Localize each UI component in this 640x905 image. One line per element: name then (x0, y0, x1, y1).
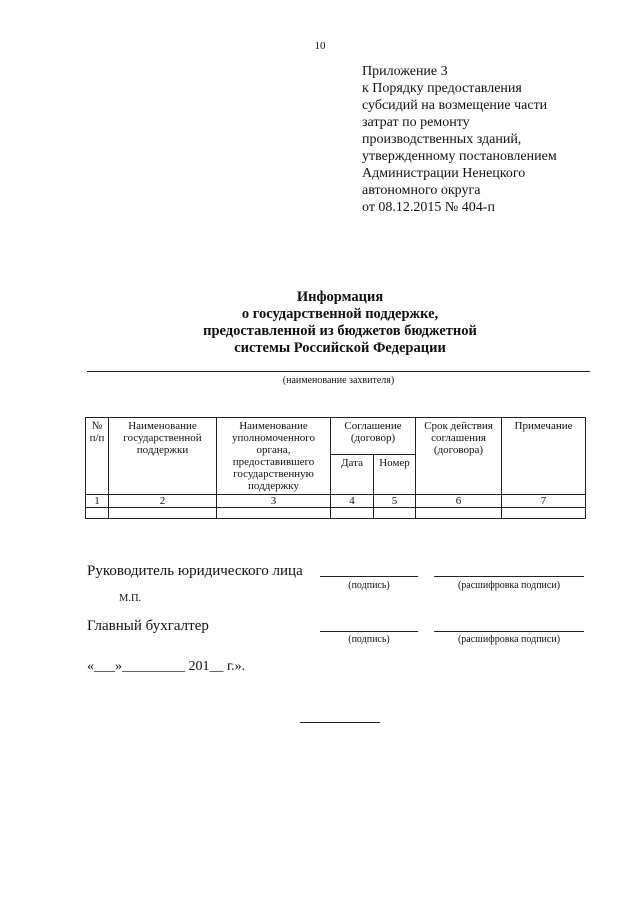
title-line: о государственной поддержке, (241, 306, 439, 322)
table-cell (86, 508, 109, 519)
title-line: предоставленной из бюджетов бюджетной (203, 323, 477, 339)
column-number: 2 (109, 495, 217, 508)
head-decode-caption: (расшифровка подписи) (457, 580, 561, 591)
applicant-caption: (наименование захвителя) (282, 375, 395, 386)
title-line: системы Российской Федерации (234, 340, 446, 356)
header-cell-note: Примечание (502, 418, 586, 495)
end-separator-line (300, 722, 380, 723)
accountant-decode-line (434, 631, 584, 632)
accountant-signature-caption: (подпись) (348, 634, 390, 645)
column-number: 4 (331, 495, 374, 508)
column-number: 1 (86, 495, 109, 508)
head-decode-line (434, 576, 584, 577)
appendix-line: к Порядку предоставления (362, 81, 522, 96)
appendix-line: от 08.12.2015 № 404-п (362, 200, 495, 215)
appendix-line: автономного округа (362, 183, 481, 198)
title-line: Информация (296, 289, 384, 305)
header-cell-authority: Наименование уполномоченного органа, предоставившего государственную поддержку (217, 418, 331, 495)
appendix-line: Администрации Ненецкого (362, 166, 526, 181)
accountant-signature-line (320, 631, 418, 632)
document-title (0, 289, 640, 357)
support-info-table (85, 417, 586, 519)
column-number: 6 (416, 495, 502, 508)
table-cell (502, 508, 586, 519)
header-cell-support-name: Наименование государственной поддержки (109, 418, 217, 495)
head-signature-line (320, 576, 418, 577)
appendix-line: утвержденному постановлением (362, 149, 557, 164)
stamp-place: М.П. (119, 593, 142, 604)
table-cell (374, 508, 416, 519)
header-cell-number: Номер (374, 455, 416, 495)
appendix-line: производственных зданий, (362, 132, 522, 147)
appendix-line: затрат по ремонту (362, 115, 470, 130)
table-cell (416, 508, 502, 519)
head-signature-caption: (подпись) (348, 580, 390, 591)
page-number: 10 (314, 40, 326, 52)
head-signature-label: Руководитель юридического лица (87, 563, 303, 579)
table-cell (331, 508, 374, 519)
header-cell-no: № п/п (86, 418, 109, 495)
header-cell-term: Срок действия соглашения (договора) (416, 418, 502, 495)
table-header-row (86, 418, 586, 455)
column-number: 3 (217, 495, 331, 508)
header-cell-agreement: Соглашение (договор) (331, 418, 416, 455)
applicant-name-line (87, 371, 590, 372)
date-line: «___»_________ 201__ г.». (87, 659, 246, 674)
header-cell-date: Дата (331, 455, 374, 495)
table-column-numbers-row (86, 495, 586, 508)
appendix-header (362, 63, 632, 216)
column-number: 5 (374, 495, 416, 508)
appendix-line: субсидий на возмещение части (362, 98, 548, 113)
column-number: 7 (502, 495, 586, 508)
appendix-line: Приложение 3 (362, 64, 448, 79)
table-cell (217, 508, 331, 519)
accountant-decode-caption: (расшифровка подписи) (457, 634, 561, 645)
accountant-signature-label: Главный бухгалтер (87, 618, 209, 634)
table-cell (109, 508, 217, 519)
table-empty-row (86, 508, 586, 519)
